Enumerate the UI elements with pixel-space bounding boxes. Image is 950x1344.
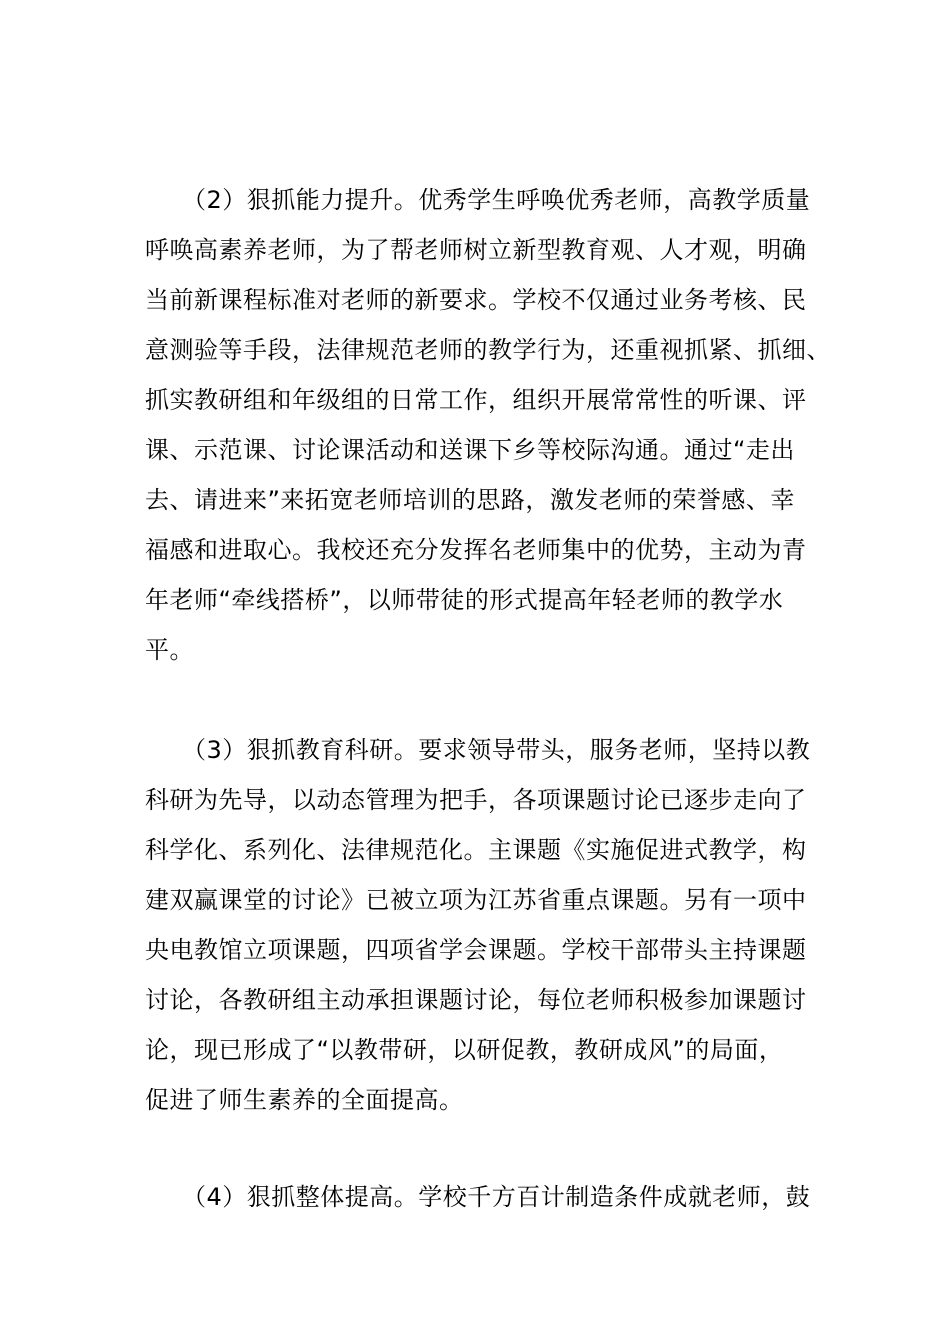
paragraph-line: 讨论，各教研组主动承担课题讨论，每位老师积极参加课题讨: [145, 986, 807, 1014]
paragraph-line: 去、请进来”来拓宽老师培训的思路，激发老师的荣誉感、幸: [145, 486, 795, 514]
paragraph-line: （3）狠抓教育科研。要求领导带头，服务老师，坚持以教: [182, 736, 811, 764]
paragraph-line: 呼唤高素养老师，为了帮老师树立新型教育观、人才观，明确: [145, 236, 807, 264]
paragraph-line: 福感和进取心。我校还充分发挥名老师集中的优势，主动为青: [145, 536, 807, 564]
paragraph-line: 抓实教研组和年级组的日常工作，组织开展常常性的听课、评: [145, 386, 807, 414]
paragraph-line: 年老师“牵线搭桥”，以师带徒的形式提高年轻老师的教学水: [145, 586, 784, 614]
paragraph-line: 当前新课程标准对老师的新要求。学校不仅通过业务考核、民: [145, 286, 807, 314]
paragraph-line: （2）狠抓能力提升。优秀学生呼唤优秀老师，高教学质量: [182, 186, 811, 214]
paragraph-line: 科学化、系列化、法律规范化。主课题《实施促进式教学，构: [145, 836, 807, 864]
paragraph-line: （4）狠抓整体提高。学校千方百计制造条件成就老师，鼓: [182, 1183, 811, 1211]
paragraph-line: 课、示范课、讨论课活动和送课下乡等校际沟通。通过“走出: [145, 436, 795, 464]
paragraph-line: 央电教馆立项课题，四项省学会课题。学校干部带头主持课题: [145, 936, 807, 964]
paragraph-line: 意测验等手段，法律规范老师的教学行为，还重视抓紧、抓细、: [145, 336, 831, 364]
paragraph-line: 科研为先导，以动态管理为把手，各项课题讨论已逐步走向了: [145, 786, 807, 814]
paragraph-line: 平。: [145, 636, 194, 664]
paragraph-line: 论，现已形成了“以教带研，以研促教，教研成风”的局面，: [145, 1036, 784, 1064]
paragraph-line: 建双赢课堂的讨论》已被立项为江苏省重点课题。另有一项中: [145, 886, 807, 914]
paragraph-line: 促进了师生素养的全面提高。: [145, 1086, 464, 1114]
